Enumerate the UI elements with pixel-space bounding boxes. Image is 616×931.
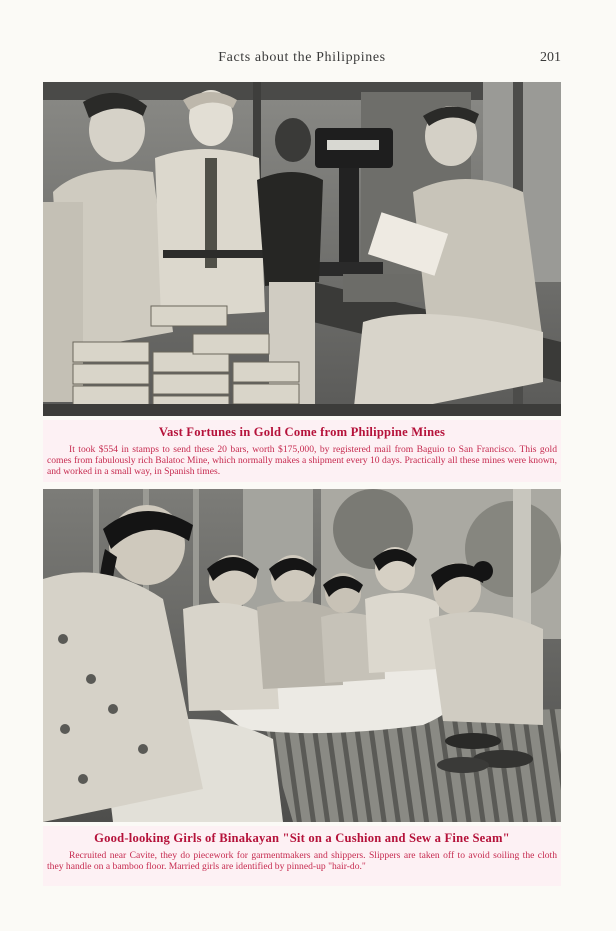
running-title: Facts about the Philippines: [218, 50, 386, 65]
photo-sewing-girls: [43, 489, 561, 822]
caption-gold-bars: [43, 420, 561, 482]
caption-title: Good-looking Girls of Binakayan "Sit on a Cushion and Sew a Fine Seam": [94, 831, 510, 845]
photo-gold-bars: [43, 82, 561, 416]
photo-sewing-girls-image: [43, 489, 561, 822]
running-head: [43, 50, 561, 70]
caption-text: It took $554 in stamps to send these 20 bars, worth $175,000, by registered mail from Baguio to San Francisco. This gold comes from fabulously rich Balatoc Mine, which normally makes a shipment every 10 days. Practically all these mines were known, and worked in a small way, in Spanish times.: [47, 444, 557, 477]
photo-gold-bars-image: [43, 82, 561, 416]
caption-title: Vast Fortunes in Gold Come from Philippine Mines: [158, 425, 446, 439]
caption-sewing-girls: [43, 826, 561, 886]
caption-text: Recruited near Cavite, they do piecework for garmentmakers and shippers. Slippers are taken off to avoid soiling the cloth they handle on a bamboo floor. Married girls are identified by pinned-up "hair-do.": [47, 850, 557, 872]
page-number: 201: [540, 50, 561, 65]
